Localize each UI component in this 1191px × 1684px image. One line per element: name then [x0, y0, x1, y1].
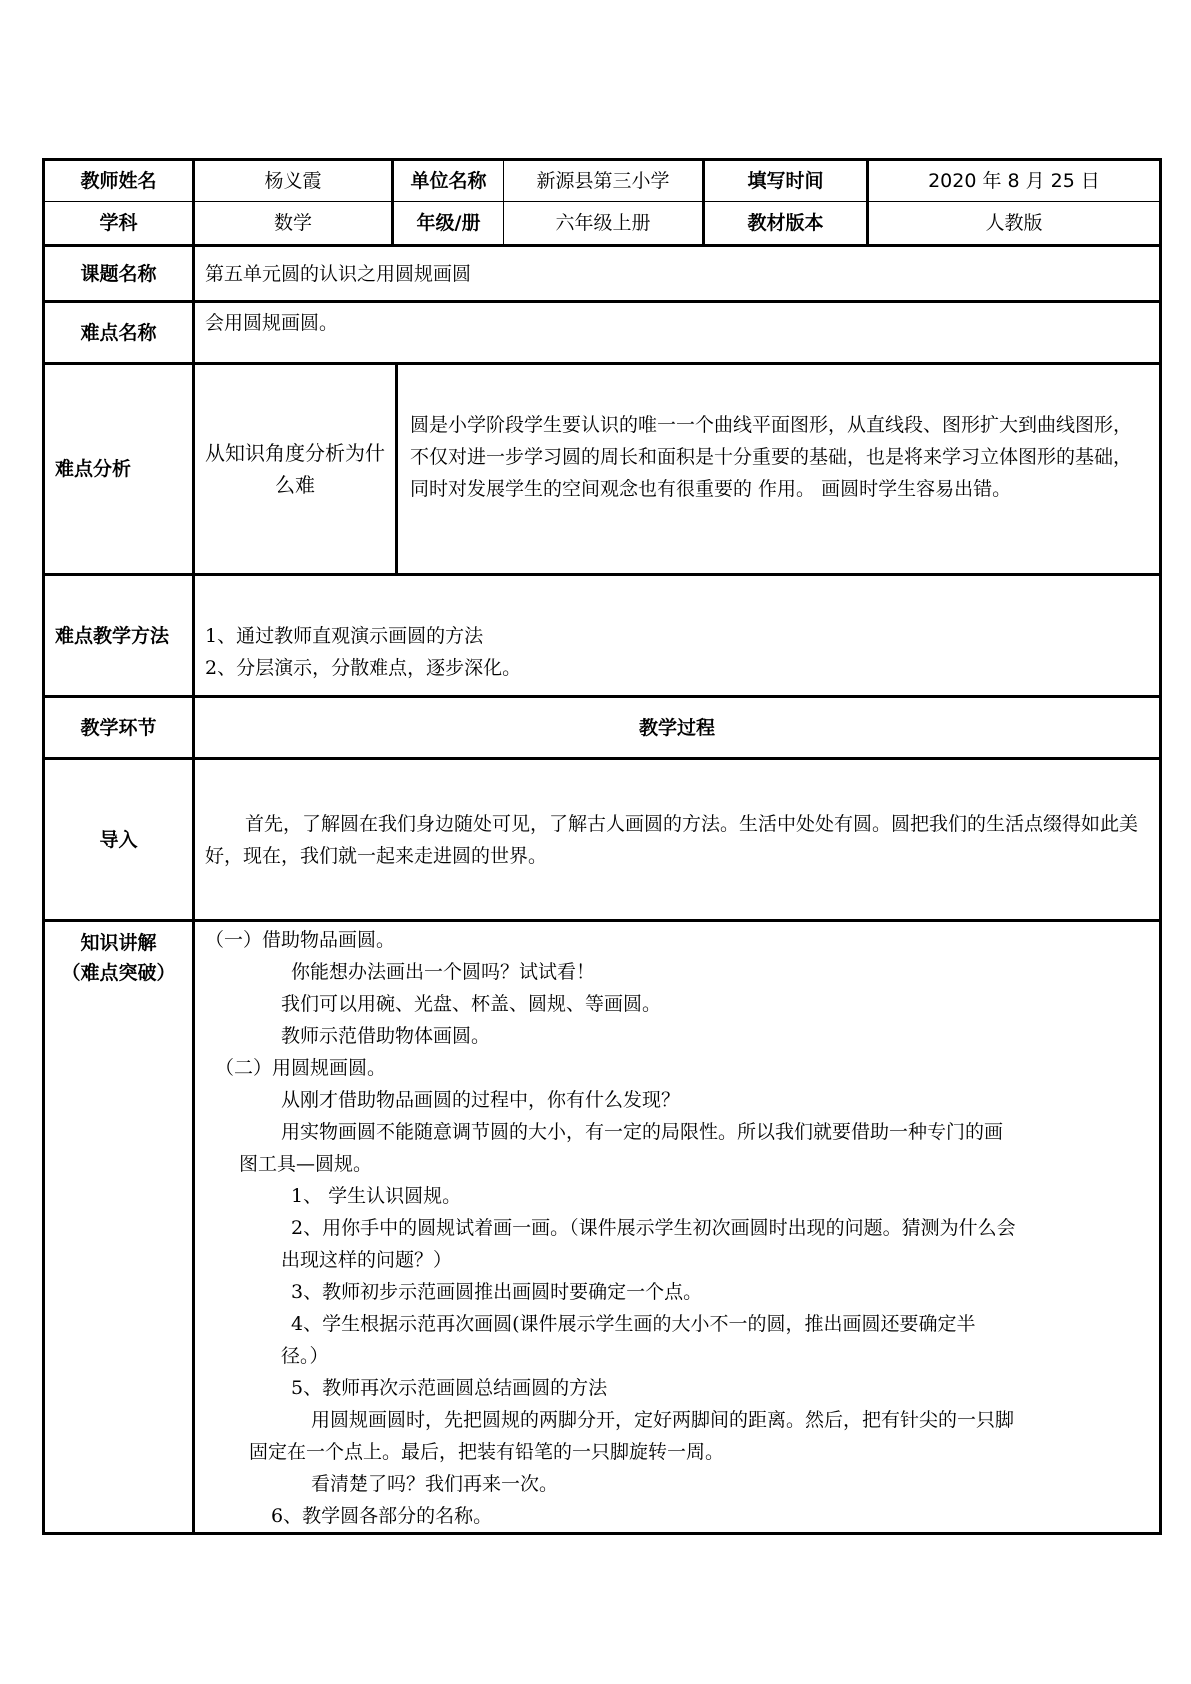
edition-label: 教材版本 — [704, 202, 868, 246]
knowledge-line: 教师示范借助物体画圆。 — [281, 1025, 491, 1047]
intro-row — [44, 759, 1161, 921]
knowledge-line: 从刚才借助物品画圆的过程中，你有什么发现？ — [281, 1089, 681, 1111]
teacher-name-label: 教师姓名 — [44, 160, 194, 202]
knowledge-line: （二）用圆规画圆。 — [215, 1057, 387, 1079]
unit-name-label: 单位名称 — [393, 160, 504, 202]
subject-label: 学科 — [44, 202, 194, 246]
knowledge-line: 2、用你手中的圆规试着画一画。（课件展示学生初次画圆时出现的问题。猜测为什么会 — [291, 1217, 1016, 1239]
method-cell — [194, 575, 1161, 697]
knowledge-line: 固定在一个点上。最后，把装有铅笔的一只脚旋转一周。 — [249, 1441, 725, 1463]
knowledge-line: 5、教师再次示范画圆总结画圆的方法 — [291, 1377, 608, 1399]
analysis-label: 难点分析 — [44, 364, 194, 575]
knowledge-line: 看清楚了吗？我们再来一次。 — [311, 1473, 559, 1495]
difficulty-value: 会用圆规画圆。 — [194, 302, 1161, 364]
knowledge-line: 用实物画圆不能随意调节圆的大小，有一定的局限性。所以我们就要借助一种专门的画 — [281, 1121, 1004, 1143]
knowledge-line: 你能想办法画出一个圆吗？试试看！ — [291, 961, 596, 983]
unit-name-value: 新源县第三小学 — [504, 160, 704, 202]
process-header-row — [44, 697, 1161, 759]
knowledge-line: 用圆规画圆时，先把圆规的两脚分开，定好两脚间的距离。然后，把有针尖的一只脚 — [311, 1409, 1015, 1431]
knowledge-line: 我们可以用碗、光盘、杯盖、圆规、等画圆。 — [281, 993, 662, 1015]
subject-value: 数学 — [194, 202, 393, 246]
topic-label: 课题名称 — [44, 246, 194, 302]
method-label: 难点教学方法 — [44, 575, 194, 697]
knowledge-line: 出现这样的问题？） — [281, 1249, 453, 1271]
method-row — [44, 575, 1161, 697]
topic-value: 第五单元圆的认识之用圆规画圆 — [194, 246, 1161, 302]
fill-time-label: 填写时间 — [704, 160, 868, 202]
knowledge-line: 3、教师初步示范画圆推出画圆时要确定一个点。 — [291, 1281, 703, 1303]
knowledge-label-line-1: 知识讲解 — [80, 932, 157, 954]
analysis-cell — [194, 364, 1161, 575]
lesson-plan-form — [42, 158, 1159, 1535]
difficulty-label: 难点名称 — [44, 302, 194, 364]
intro-label: 导入 — [44, 759, 194, 921]
process-title: 教学过程 — [194, 697, 1161, 759]
topic-row — [44, 246, 1161, 302]
knowledge-line: 6、教学圆各部分的名称。 — [271, 1505, 493, 1527]
knowledge-label-line-2: （难点突破） — [61, 962, 176, 984]
header-row-2 — [44, 202, 1161, 246]
grade-value: 六年级上册 — [504, 202, 704, 246]
knowledge-label — [44, 921, 194, 1534]
knowledge-line: 图工具—圆规。 — [239, 1153, 373, 1175]
lesson-plan-table — [42, 158, 1162, 1535]
analysis-text: 圆是小学阶段学生要认识的唯一一个曲线平面图形，从直线段、图形扩大到曲线图形，不仅对进一步学习圆的周长和面积是十分重要的基础，也是将来学习立体图形的基础，同时对发展学生的空间观念也有很重要的 作用。 画圆时学生容易出错。 — [410, 414, 1133, 500]
knowledge-row — [44, 921, 1161, 1534]
fill-time-value: 2020 年 8 月 25 日 — [868, 160, 1161, 202]
edition-value: 人教版 — [868, 202, 1161, 246]
analysis-sub-label: 从知识角度分析为什么难 — [195, 365, 398, 573]
knowledge-line: 1、 学生认识圆规。 — [291, 1185, 462, 1207]
analysis-row — [44, 364, 1161, 575]
knowledge-cell — [194, 921, 1161, 1534]
difficulty-row — [44, 302, 1161, 364]
process-stage-label: 教学环节 — [44, 697, 194, 759]
header-row-1 — [44, 160, 1161, 202]
knowledge-line: 径。） — [281, 1345, 329, 1367]
intro-text: 首先，了解圆在我们身边随处可见，了解古人画圆的方法。生活中处处有圆。圆把我们的生活点缀得如此美好，现在，我们就一起来走进圆的世界。 — [194, 759, 1161, 921]
grade-label: 年级/册 — [393, 202, 504, 246]
method-line-1: 1、通过教师直观演示画圆的方法 — [205, 625, 484, 647]
method-line-2: 2、分层演示，分散难点，逐步深化。 — [205, 657, 522, 679]
knowledge-line: （一）借助物品画圆。 — [205, 929, 396, 951]
knowledge-line: 4、学生根据示范再次画圆(课件展示学生画的大小不一的圆，推出画圆还要确定半 — [291, 1313, 976, 1335]
teacher-name-value: 杨义霞 — [194, 160, 393, 202]
